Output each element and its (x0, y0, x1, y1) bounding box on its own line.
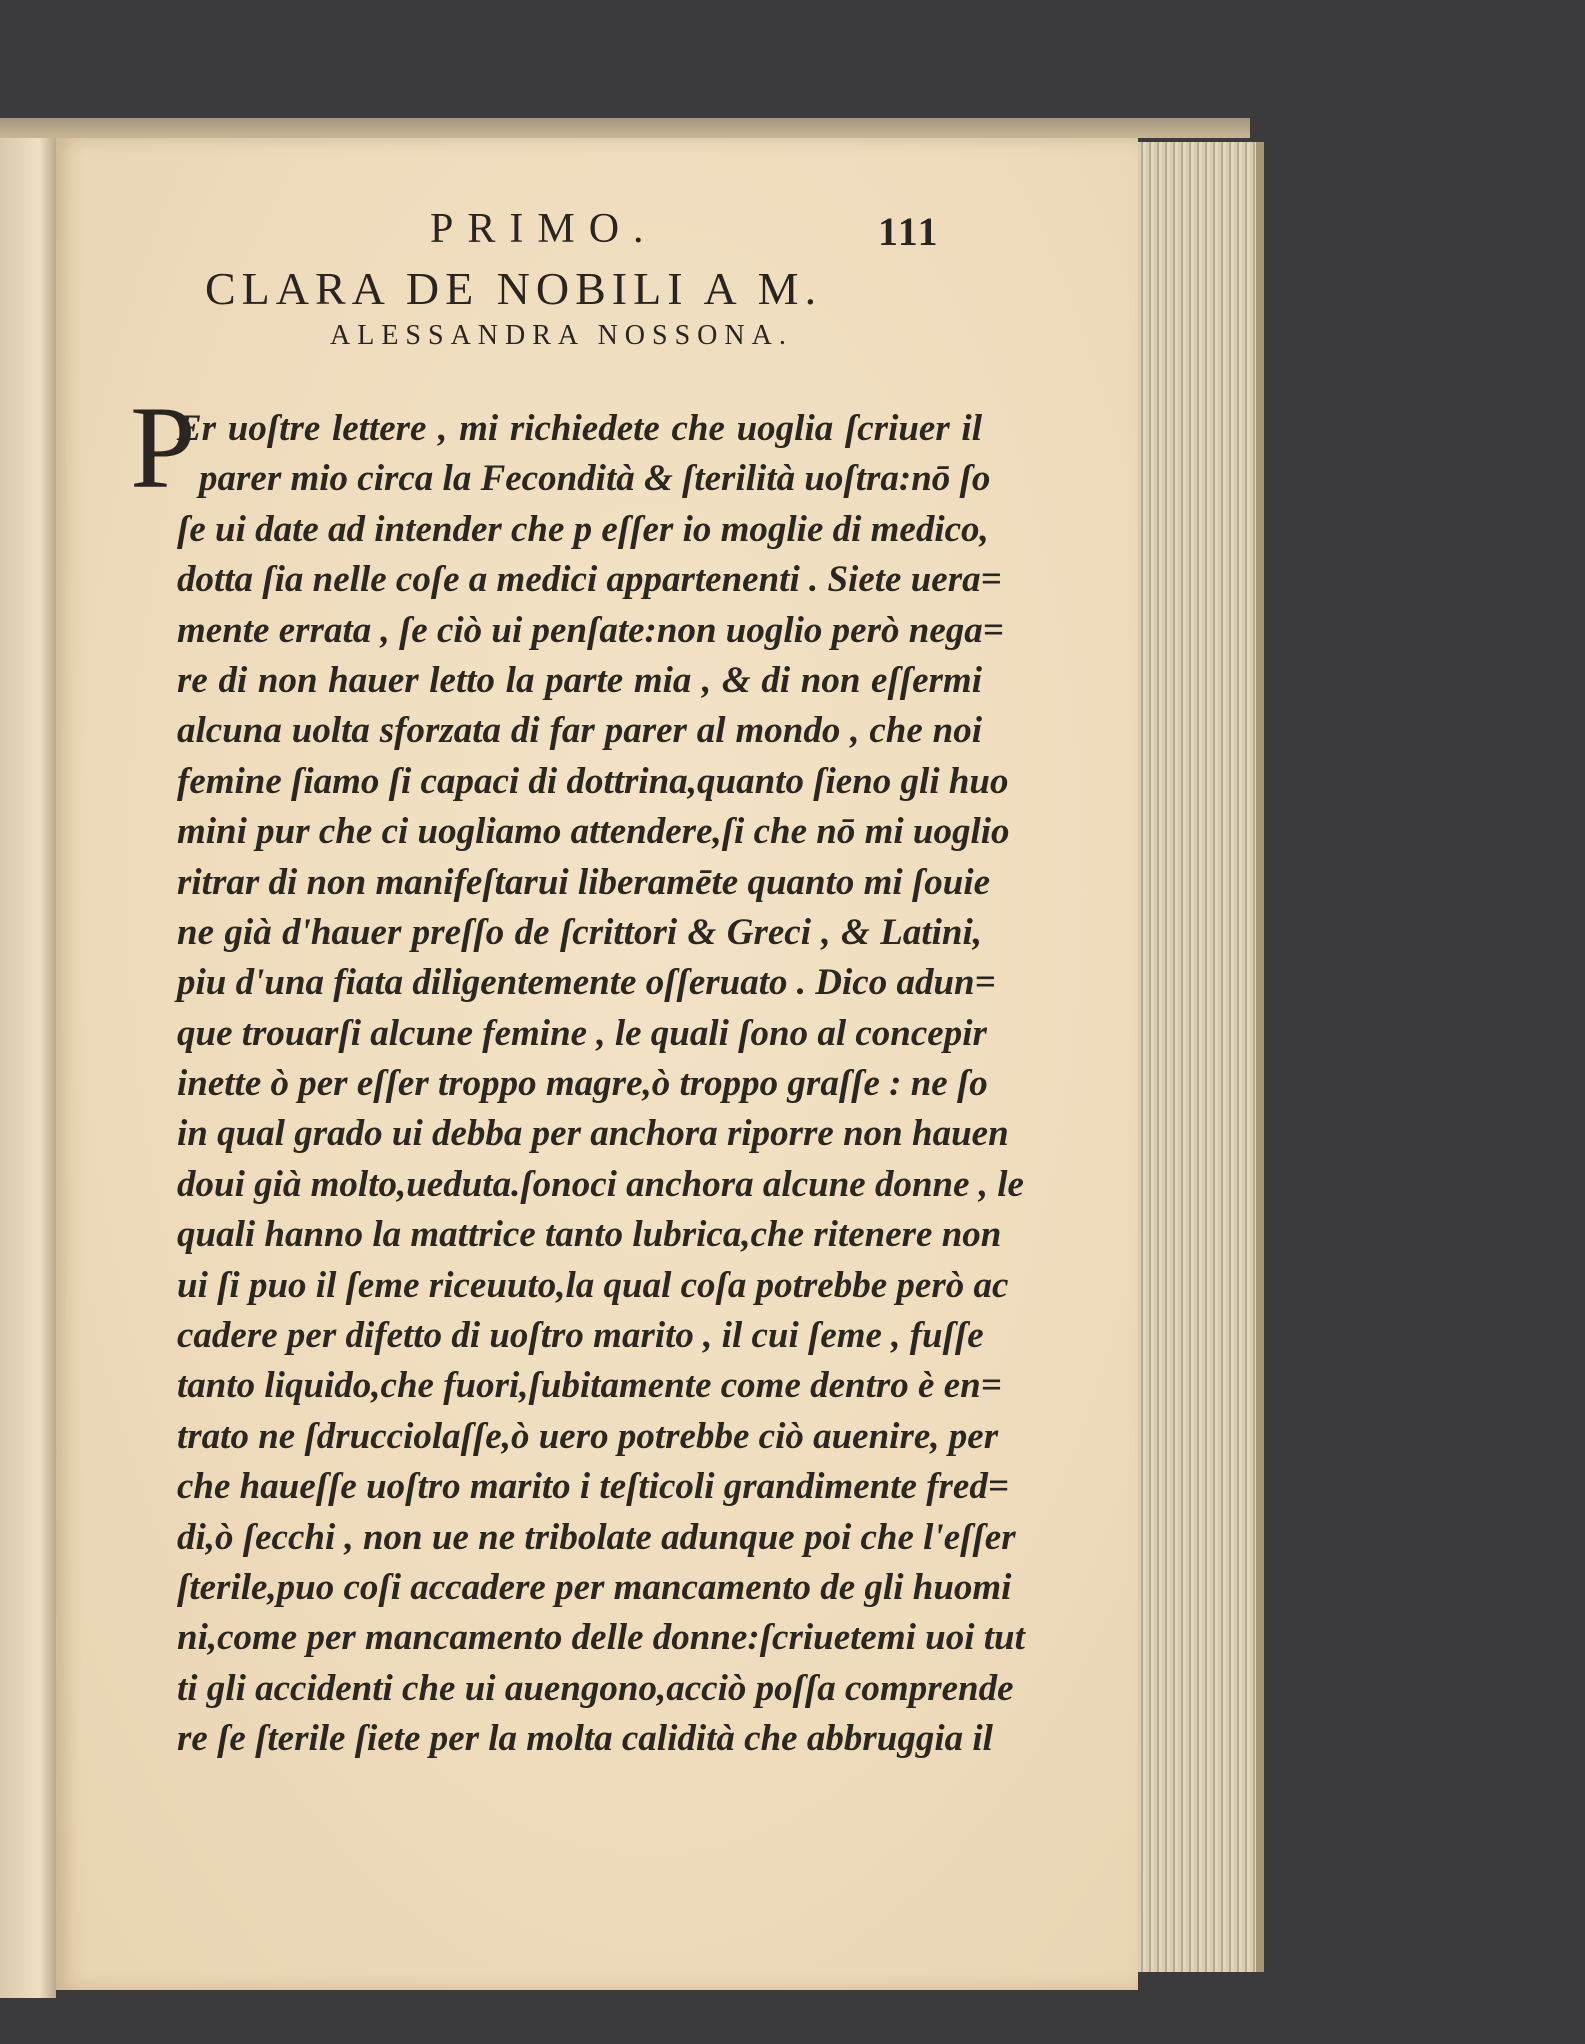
text-line: ni,come per mancamento delle donne:ſcriuetemi uoi tut (177, 1617, 1025, 1659)
text-line: di,ò ſecchi , non ue ne tribolate adunque poi che l'eſſer (177, 1516, 1016, 1558)
text-line: ſe ui date ad intender che p eſſer io moglie di medico, (177, 508, 989, 550)
text-line: mini pur che ci uogliamo attendere,ſi che nō mi uoglio (177, 811, 1010, 853)
text-line: trato ne ſdrucciolaſſe,ò uero potrebbe ciò auenire, per (177, 1415, 999, 1457)
text-line: re di non hauer letto la parte mia , & di non eſſermi (177, 659, 982, 701)
text-line: ui ſi puo il ſeme riceuuto,la qual coſa potrebbe però ac (177, 1264, 1009, 1306)
text-line: Er uoſtre lettere , mi richiedete che uoglia ſcriuer il (177, 408, 982, 449)
book-top-edge (0, 118, 1250, 138)
drop-cap: P (130, 382, 196, 513)
text-line: che haueſſe uoſtro marito i teſticoli grandimente fred= (177, 1466, 1009, 1508)
text-line: parer mio circa la Fecondità & ſterilità uoſtra:nō ſo (199, 458, 991, 500)
letter-body (177, 404, 1025, 1765)
previous-page-edge (0, 118, 56, 1998)
text-line: dotta ſia nelle coſe a medici appartenenti . Siete uera= (177, 559, 1002, 601)
text-line: ti gli accidenti che ui auengono,acciò poſſa comprende (177, 1667, 1014, 1709)
text-line: re ſe ſterile ſiete per la molta calidità che abbruggia il (177, 1718, 993, 1760)
running-head: PRIMO. (430, 206, 658, 252)
text-line: ſterile,puo coſi accadere per mancamento de gli huomi (177, 1566, 1012, 1608)
text-line: doui già molto,ueduta.ſonoci anchora alcune donne , le (177, 1163, 1024, 1205)
text-line: cadere per difetto di uoſtro marito , il cui ſeme , fuſſe (177, 1315, 984, 1357)
text-line: mente errata , ſe ciò ui penſate:non uoglio però nega= (177, 609, 1004, 651)
page-number: 111 (878, 209, 940, 254)
text-line: quali hanno la mattrice tanto lubrica,che ritenere non (177, 1214, 1002, 1256)
text-line: piu d'una fiata diligentemente oſſeruato . Dico adun= (177, 962, 996, 1004)
text-line: tanto liquido,che fuori,ſubitamente come dentro è en= (177, 1365, 1002, 1407)
page-block-edge (1130, 142, 1264, 1972)
text-line: ritrar di non manifeſtarui liberamēte quanto mi ſouie (177, 861, 991, 903)
text-line: in qual grado ui debba per anchora riporre non hauen (177, 1113, 1009, 1155)
text-line: que trouarſi alcune femine , le quali ſono al concepir (177, 1012, 987, 1054)
text-line: ne già d'hauer preſſo de ſcrittori & Greci , & Latini, (177, 911, 982, 953)
text-line: femine ſiamo ſi capaci di dottrina,quanto ſieno gli huo (177, 760, 1009, 802)
text-line: alcuna uolta sforzata di far parer al mondo , che noi (177, 710, 982, 752)
letter-title: CLARA DE NOBILI A M. (205, 263, 823, 314)
letter-subtitle: ALESSANDRA NOSSONA. (330, 320, 793, 351)
text-line: inette ò per eſſer troppo magre,ò troppo graſſe : ne ſo (177, 1063, 988, 1105)
